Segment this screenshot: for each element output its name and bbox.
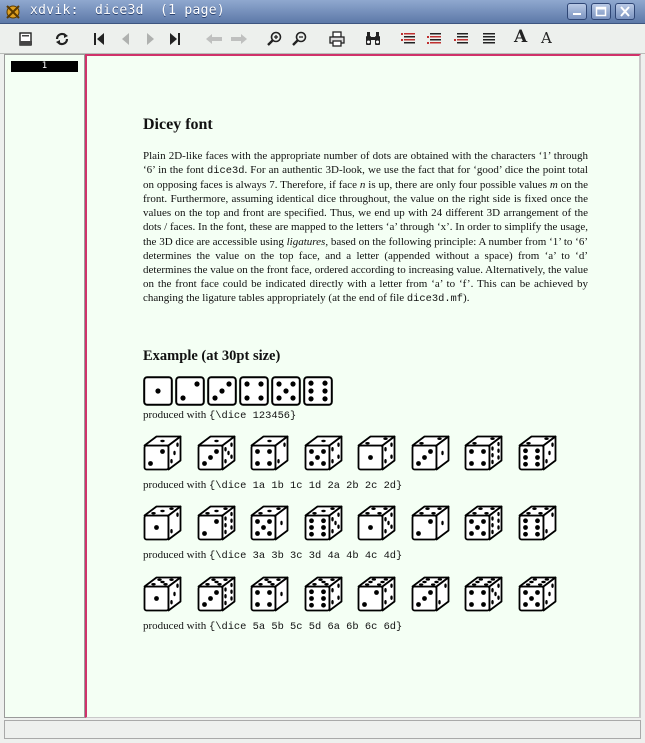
document-view[interactable] [85, 54, 641, 718]
minimize-button[interactable] [567, 3, 587, 20]
body-paragraph: Plain 2D-like faces with the appropriate number of dots are obtained with the characters ‘1’ through ‘6’ in the font dice3d. For an authentic 3D-look, we use the fact that for ‘good’ dice the point total on opposing faces is always 7. Therefore, if face n is up, there are only four possible values m on the front. Furthermore, assuming identical dice throughout, the value on the right side is fixed once the values on the top and front are specified. Thus, we end up with 24 different 3D arrangement of the dots / faces. In the font, these are mapped to the letters ‘a’ through ‘x’. In order to simplify the usage, the 3D dice are accessible using ligatures, based on the following principle: A number from ‘1’ to ‘6’ determines the value on the top face, and a letter (appended without a space) from ‘a’ to ‘d’ determines the value on the front face, ordered according to increasing value. Alternatively, the value on the front face could be indicated directly with a letter from ‘a’ to ‘f’. This can be achieved by changing the ligature tables appropriately (at the end of file dice3d.mf). [143, 150, 588, 305]
reload-button[interactable] [53, 30, 71, 48]
die-3d-4-6 [518, 505, 557, 541]
next-page-button[interactable] [141, 30, 159, 48]
title-bar [0, 0, 645, 24]
mark-even-pages-button[interactable] [426, 30, 444, 48]
flat-dice-caption: produced with {\dice 123456} [143, 409, 297, 422]
larger-font-button[interactable]: A [514, 27, 528, 47]
zoom-out-button[interactable] [291, 30, 309, 48]
close-icon [619, 6, 631, 17]
minimize-icon [571, 6, 583, 17]
unmark-pages-icon [453, 30, 471, 48]
last-page-button[interactable] [166, 30, 184, 48]
die-3d-4-2 [411, 505, 450, 541]
die-3d-2-3 [411, 435, 450, 471]
die-3d-5-1 [143, 576, 182, 612]
search-icon [364, 30, 382, 48]
forward-icon [229, 30, 249, 48]
die-3d-6-3 [411, 576, 450, 612]
forward-button[interactable] [229, 30, 249, 48]
die-3d-5-3 [197, 576, 236, 612]
die-3d-3-5 [250, 505, 289, 541]
maximize-button[interactable] [591, 3, 611, 20]
first-page-button[interactable] [90, 30, 108, 48]
print-icon [328, 30, 346, 48]
die-3d-1-4 [250, 435, 289, 471]
zoom-in-button[interactable] [266, 30, 284, 48]
status-bar [4, 720, 641, 739]
window-title: xdvik: dice3d (1 page) [30, 3, 226, 18]
die-3d-5-6 [304, 576, 343, 612]
print-button[interactable] [328, 30, 346, 48]
die-face-3 [207, 376, 237, 406]
mark-odd-pages-button[interactable] [400, 30, 418, 48]
first-page-icon [90, 30, 108, 48]
toolbar [0, 24, 645, 54]
die-face-2 [175, 376, 205, 406]
open-file-icon [17, 30, 35, 48]
zoom-out-icon [291, 30, 309, 48]
dice-3d-caption: produced with {\dice 3a 3b 3c 3d 4a 4b 4c 4d} [143, 549, 403, 562]
die-3d-6-4 [464, 576, 503, 612]
next-page-icon [141, 30, 159, 48]
page-list [4, 54, 85, 718]
toggle-marks-icon [480, 30, 498, 48]
die-face-4 [239, 376, 269, 406]
die-3d-3-6 [304, 505, 343, 541]
die-3d-3-2 [197, 505, 236, 541]
die-3d-6-2 [357, 576, 396, 612]
die-face-5 [271, 376, 301, 406]
section-heading: Dicey font [143, 116, 213, 133]
dice-3d-caption: produced with {\dice 1a 1b 1c 1d 2a 2b 2c 2d} [143, 479, 403, 492]
zoom-in-icon [266, 30, 284, 48]
die-face-6 [303, 376, 333, 406]
reload-icon [53, 30, 71, 48]
back-icon [204, 30, 224, 48]
die-3d-2-6 [518, 435, 557, 471]
die-3d-4-1 [357, 505, 396, 541]
back-button[interactable] [204, 30, 224, 48]
unmark-pages-button[interactable] [453, 30, 471, 48]
toggle-marks-button[interactable] [480, 30, 498, 48]
app-icon[interactable] [4, 3, 22, 21]
die-3d-4-5 [464, 505, 503, 541]
previous-page-icon [117, 30, 135, 48]
example-heading: Example (at 30pt size) [143, 348, 281, 364]
mark-even-pages-icon [426, 30, 444, 48]
die-3d-2-4 [464, 435, 503, 471]
page-list-item[interactable]: 1 [11, 61, 78, 72]
close-button[interactable] [615, 3, 635, 20]
die-3d-6-5 [518, 576, 557, 612]
last-page-icon [166, 30, 184, 48]
open-file-button[interactable] [17, 30, 35, 48]
die-3d-1-5 [304, 435, 343, 471]
die-3d-5-4 [250, 576, 289, 612]
search-button[interactable] [364, 30, 382, 48]
mark-odd-pages-icon [400, 30, 418, 48]
die-3d-1-2 [143, 435, 182, 471]
die-3d-2-1 [357, 435, 396, 471]
die-face-1 [143, 376, 173, 406]
previous-page-button[interactable] [117, 30, 135, 48]
die-3d-1-3 [197, 435, 236, 471]
maximize-icon [595, 6, 607, 17]
smaller-font-button[interactable]: A [541, 29, 552, 47]
dice-3d-caption: produced with {\dice 5a 5b 5c 5d 6a 6b 6c 6d} [143, 620, 403, 633]
die-3d-3-1 [143, 505, 182, 541]
